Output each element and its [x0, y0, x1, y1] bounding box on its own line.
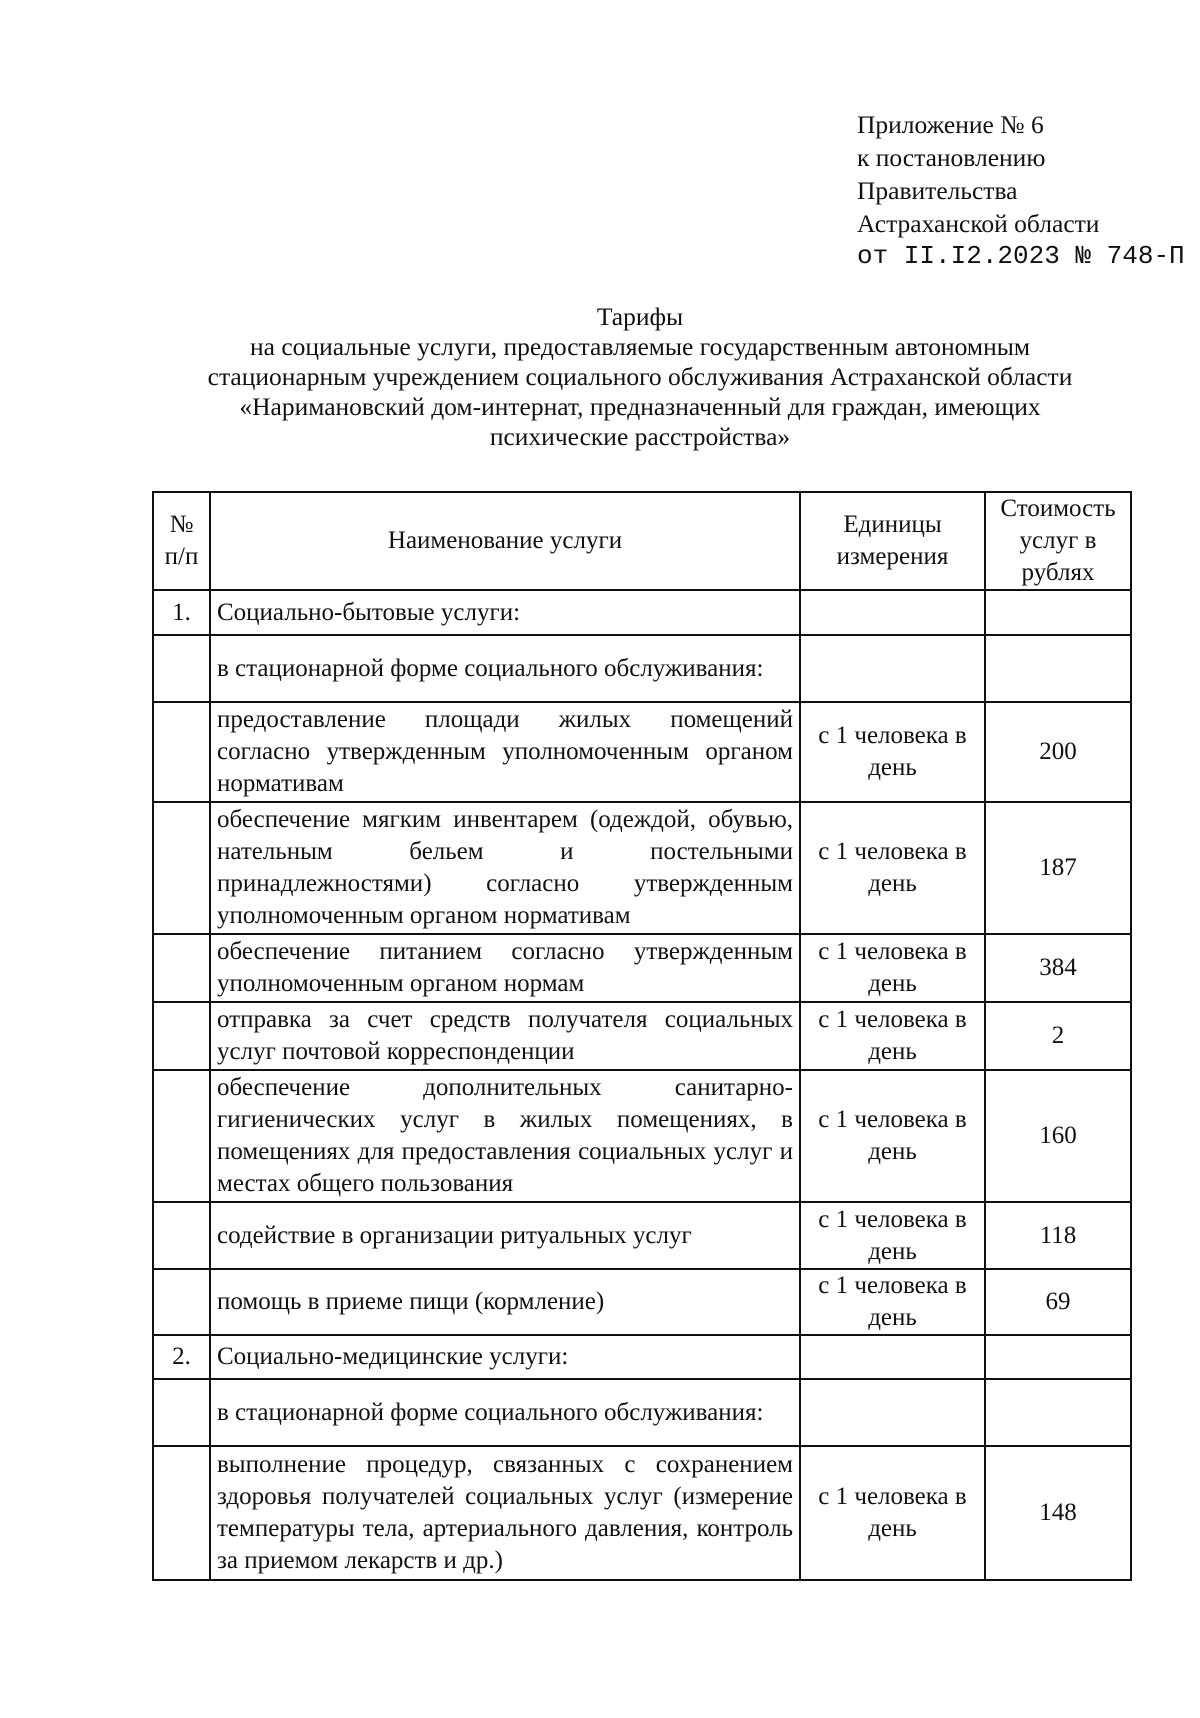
- row-num: 1.: [153, 590, 210, 635]
- row-unit: [800, 635, 985, 702]
- table-row: [153, 1002, 1131, 1070]
- title-line: психические расстройства»: [489, 422, 791, 451]
- row-cost: 118: [985, 1202, 1131, 1269]
- row-name: предоставление площади жилых помещений согласно утвержденным уполномоченным органом нормативам: [210, 702, 800, 802]
- row-num: [153, 702, 210, 802]
- title-line: на социальные услуги, предоставляемые государственным автономным: [250, 332, 1030, 361]
- table-row: [153, 1070, 1131, 1202]
- table-header-row: [153, 492, 1131, 590]
- row-name: в стационарной форме социального обслуживания:: [210, 635, 800, 702]
- row-cost: 2: [985, 1002, 1131, 1070]
- row-unit: с 1 человека в день: [800, 934, 985, 1002]
- title-line: стационарным учреждением социального обслуживания Астраханской области: [207, 362, 1073, 391]
- row-cost: 148: [985, 1446, 1131, 1580]
- table-row: [153, 635, 1131, 702]
- appendix-line: к постановлению: [857, 143, 1046, 172]
- row-cost: 160: [985, 1070, 1131, 1202]
- row-cost: 200: [985, 702, 1131, 802]
- row-num: [153, 802, 210, 934]
- row-num: [153, 1379, 210, 1446]
- row-unit: с 1 человека в день: [800, 702, 985, 802]
- row-name: в стационарной форме социального обслуживания:: [210, 1379, 800, 1446]
- table-row: [153, 934, 1131, 1002]
- row-num: [153, 1269, 210, 1335]
- row-unit: [800, 1335, 985, 1379]
- table-row: [153, 1269, 1131, 1335]
- row-cost: [985, 635, 1131, 702]
- row-num: [153, 934, 210, 1002]
- row-cost: [985, 1379, 1131, 1446]
- row-name: отправка за счет средств получателя социальных услуг почтовой корреспонденции: [210, 1002, 800, 1070]
- row-num: [153, 635, 210, 702]
- row-name: обеспечение питанием согласно утвержденным уполномоченным органом нормам: [210, 934, 800, 1002]
- row-unit: [800, 590, 985, 635]
- row-name: Социально-бытовые услуги:: [210, 590, 800, 635]
- row-name: Социально-медицинские услуги:: [210, 1335, 800, 1379]
- table-row: [153, 702, 1131, 802]
- header-unit: Единицы измерения: [800, 492, 985, 590]
- row-unit: [800, 1379, 985, 1446]
- row-unit: с 1 человека в день: [800, 1002, 985, 1070]
- table-row: [153, 1446, 1131, 1580]
- title-line: Тарифы: [596, 302, 684, 331]
- row-num: [153, 1002, 210, 1070]
- appendix-reference: [857, 108, 1185, 273]
- row-name: помощь в приеме пищи (кормление): [210, 1269, 800, 1335]
- row-num: [153, 1070, 210, 1202]
- row-cost: 384: [985, 934, 1131, 1002]
- table-row: [153, 1335, 1131, 1379]
- header-cost: Стоимость услуг в рублях: [985, 492, 1131, 590]
- row-name: обеспечение мягким инвентарем (одеждой, обувью, нательным бельем и постельными принадлежностями) согласно утвержденным уполномоченным органом нормативам: [210, 802, 800, 934]
- row-cost: [985, 1335, 1131, 1379]
- row-cost: 69: [985, 1269, 1131, 1335]
- table-row: [153, 1379, 1131, 1446]
- row-unit: с 1 человека в день: [800, 1202, 985, 1269]
- row-num: [153, 1202, 210, 1269]
- row-name: обеспечение дополнительных санитарно-гигиенических услуг в жилых помещениях, в помещениях для предоставления социальных услуг и местах общего пользования: [210, 1070, 800, 1202]
- table-row: [153, 1202, 1131, 1269]
- row-unit: с 1 человека в день: [800, 1070, 985, 1202]
- row-unit: с 1 человека в день: [800, 802, 985, 934]
- row-name: выполнение процедур, связанных с сохранением здоровья получателей социальных услуг (измерение температуры тела, артериального давления, контроль за приемом лекарств и др.): [210, 1446, 800, 1580]
- appendix-line: Правительства: [857, 176, 1018, 205]
- tariffs-table: [152, 491, 1132, 1581]
- header-name: Наименование услуги: [210, 492, 800, 590]
- row-cost: 187: [985, 802, 1131, 934]
- appendix-line: Приложение № 6: [857, 110, 1044, 139]
- table-row: [153, 590, 1131, 635]
- row-num: 2.: [153, 1335, 210, 1379]
- document-title: [150, 302, 1130, 452]
- row-num: [153, 1446, 210, 1580]
- row-name: содействие в организации ритуальных услуг: [210, 1202, 800, 1269]
- appendix-order-line: от II.I2.2023 № 748-П: [857, 241, 1185, 271]
- table-row: [153, 802, 1131, 934]
- row-unit: с 1 человека в день: [800, 1269, 985, 1335]
- header-num: № п/п: [153, 492, 210, 590]
- row-unit: с 1 человека в день: [800, 1446, 985, 1580]
- title-line: «Наримановский дом-интернат, предназначенный для граждан, имеющих: [239, 392, 1041, 421]
- appendix-line: Астраханской области: [857, 209, 1100, 238]
- row-cost: [985, 590, 1131, 635]
